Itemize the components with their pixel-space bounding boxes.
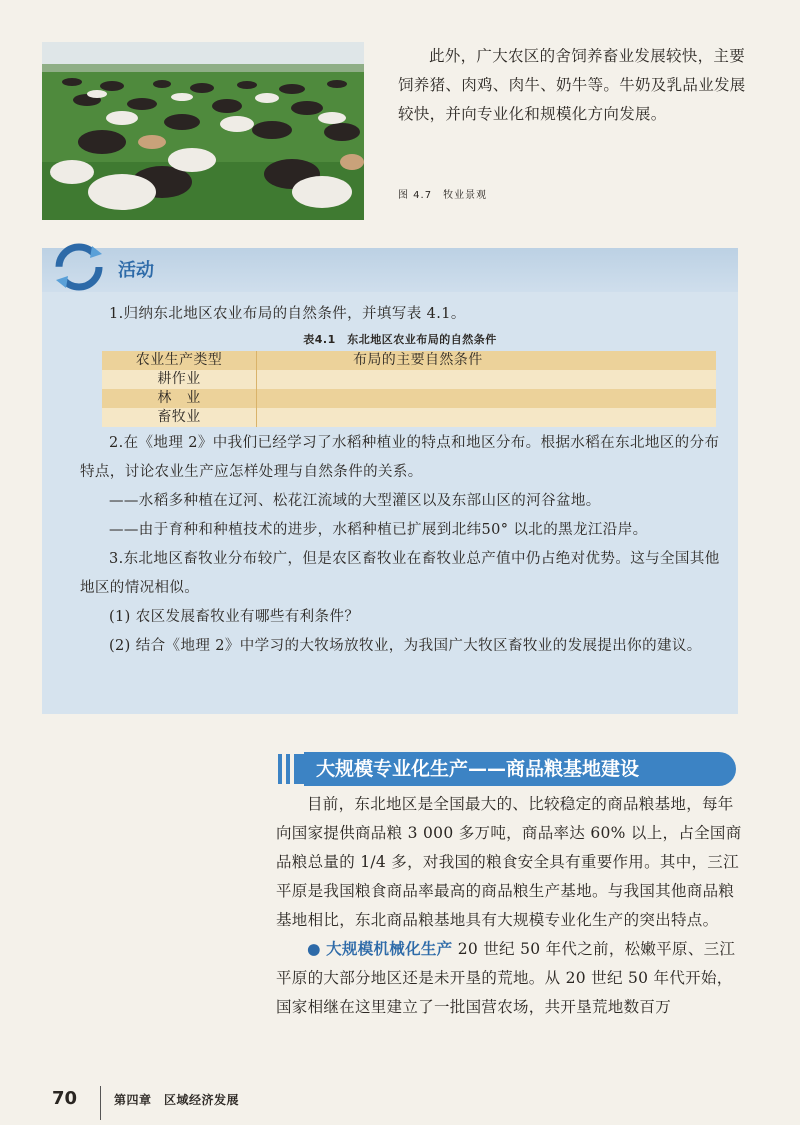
activity-item-2: 2.在《地理 2》中我们已经学习了水稻种植业的特点和地区分布。根据水稻在东北地区的分布特点，讨论农业生产应怎样处理与自然条件的关系。 [80,435,720,480]
activity-item-3: 3.东北地区畜牧业分布较广，但是农区畜牧业在畜牧业总产值中仍占绝对优势。这与全国其他地区的情况相似。 [80,551,720,596]
table-row [102,408,716,427]
chapter-title: 第四章 区域经济发展 [114,1093,240,1107]
activity-box [42,248,738,714]
table-header-row [102,351,716,370]
figure-caption: 图 4.7 牧业景观 [398,190,488,201]
section-body [276,790,744,1022]
table-cell [257,408,717,427]
table-cell [257,370,717,389]
table-cell: 耕作业 [102,370,257,389]
activity-item-3-question-2: (2) 结合《地理 2》中学习的大牧场放牧业，为我国广大牧区畜牧业的发展提出你的建议。 [109,638,702,654]
pasture-photo [42,42,364,220]
intro-paragraph: 此外，广大农区的舍饲养畜业发展较快，主要饲养猪、肉鸡、肉牛、奶牛等。牛奶及乳品业发展较快，并向专业化和规模化方向发展。 [398,47,746,123]
table-cell: 畜牧业 [102,408,257,427]
section-title: 大规模专业化生产——商品粮基地建设 [304,752,736,786]
activity-item-3-question-1: (1) 农区发展畜牧业有哪些有利条件？ [109,609,360,625]
activity-body [80,300,720,661]
table-header-cell: 农业生产类型 [102,351,257,370]
activity-item-2-point-a: ——水稻多种植在辽河、松花江流域的大型灌区以及东部山区的河谷盆地。 [109,493,601,509]
table-header-cell: 布局的主要自然条件 [353,352,483,368]
table-caption: 表4.1 东北地区农业布局的自然条件 [303,333,497,346]
section-paragraph-2 [276,935,744,1022]
table-cell [257,389,717,408]
table-row [102,389,716,408]
table-cell: 林 业 [102,389,257,408]
footer-divider [100,1086,101,1120]
section-paragraph-1: 目前，东北地区是全国最大的、比较稳定的商品粮基地，每年向国家提供商品粮 3 000 多万吨，商品率达 60% 以上，占全国商品粮总量的 1/4 多，对我国的粮食安全具有重要作用。其中，三江平原是我国粮食商品率最高的商品粮生产基地。与我国其他商品粮基地相比，东北商品粮基地具有大规模专业化生产的突出特点。 [276,795,742,929]
section-paragraph-2-text: 20 世纪 50 年代之前，松嫩平原、三江平原的大部分地区还是未开垦的荒地。从 20 世纪 50 年代开始，国家相继在这里建立了一批国营农场，共开垦荒地数百万 [276,940,736,1016]
cycle-arrows-icon [52,240,106,294]
subheading: 大规模机械化生产 [326,940,453,958]
section-stripes-icon [274,752,304,786]
activity-title: 活动 [118,260,154,281]
natural-conditions-table [102,351,716,427]
activity-item-2-point-b: ——由于育种和种植技术的进步，水稻种植已扩展到北纬50° 以北的黑龙江沿岸。 [109,522,648,538]
page-number: 70 [52,1088,78,1109]
section-heading [274,752,736,786]
table-row [102,370,716,389]
bullet-icon: ● [307,940,321,958]
activity-item-1: 1.归纳东北地区农业布局的自然条件，并填写表 4.1。 [109,306,466,322]
intro-paragraph-block [398,42,748,129]
cattle-grazing-image [42,42,364,220]
activity-header [42,248,738,292]
